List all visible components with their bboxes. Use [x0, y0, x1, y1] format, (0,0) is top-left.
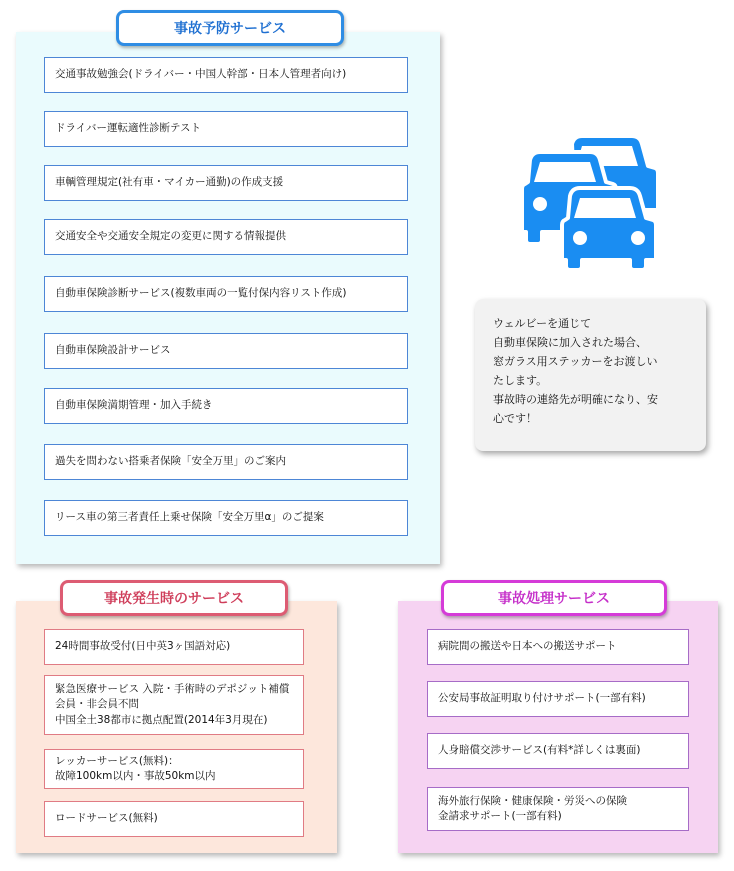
- claims-item: [427, 787, 689, 831]
- claims-item-line: 海外旅行保険・健康保険・労災への保険: [438, 794, 627, 807]
- prevention-item: 過失を問わない搭乗者保険「安全万里」のご案内: [44, 444, 408, 480]
- prevention-item: リース車の第三者責任上乗せ保険「安全万里α」のご提案: [44, 500, 408, 536]
- incident-item: [44, 801, 304, 837]
- callout-line: 事故時の連絡先が明確になり、安: [493, 392, 658, 406]
- sticker-callout: [475, 299, 706, 451]
- prevention-item: 自動車保険診断サービス(複数車両の一覧付保内容リスト作成): [44, 276, 408, 312]
- incident-title: 事故発生時のサービス: [60, 580, 288, 616]
- incident-item: [44, 629, 304, 665]
- incident-item-line: 会員・非会員不問: [55, 698, 139, 711]
- callout-line: 心です！: [493, 411, 537, 425]
- cars-icon: [518, 132, 660, 272]
- prevention-item: 自動車保険満期管理・加入手続き: [44, 388, 408, 424]
- incident-item-line: 緊急医療サービス 入院・手術時のデポジット補償: [55, 683, 290, 696]
- claims-title: 事故処理サービス: [441, 580, 667, 616]
- prevention-item: 車輌管理規定(社有車・マイカー通勤)の作成支援: [44, 165, 408, 201]
- incident-item: [44, 675, 304, 735]
- incident-item-line: 24時間事故受付(日中英3ヶ国語対応): [55, 640, 231, 653]
- prevention-item: 交通安全や交通安全規定の変更に関する情報提供: [44, 219, 408, 255]
- claims-item: [427, 733, 689, 769]
- claims-item: [427, 681, 689, 717]
- incident-item-line: レッカーサービス(無料)：: [55, 754, 179, 767]
- prevention-item: ドライバー運転適性診断テスト: [44, 111, 408, 147]
- callout-line: たします。: [493, 373, 548, 387]
- callout-line: 自動車保険に加入された場合、: [493, 335, 647, 349]
- claims-item-line: 金請求サポート(一部有料): [438, 810, 562, 822]
- callout-line: 窓ガラス用ステッカーをお渡しい: [493, 354, 658, 368]
- prevention-item: 交通事故勉強会(ドライバー・中国人幹部・日本人管理者向け): [44, 57, 408, 93]
- claims-item-line: 公安局事故証明取り付けサポート(一部有料): [438, 692, 646, 705]
- claims-item-line: 人身賠償交渉サービス(有料*詳しくは裏面): [438, 744, 641, 757]
- incident-item-line: ロードサービス(無料): [55, 812, 158, 825]
- claims-item-line: 病院間の搬送や日本への搬送サポート: [438, 640, 617, 653]
- incident-item-line: 故障100km以内・事故50km以内: [55, 770, 216, 782]
- prevention-item: 自動車保険設計サービス: [44, 333, 408, 369]
- claims-item: [427, 629, 689, 665]
- incident-item-line: 中国全土38都市に拠点配置(2014年3月現在): [55, 713, 268, 726]
- incident-item: [44, 749, 304, 789]
- prevention-title: 事故予防サービス: [116, 10, 344, 46]
- callout-line: ウェルビーを通じて: [493, 317, 592, 330]
